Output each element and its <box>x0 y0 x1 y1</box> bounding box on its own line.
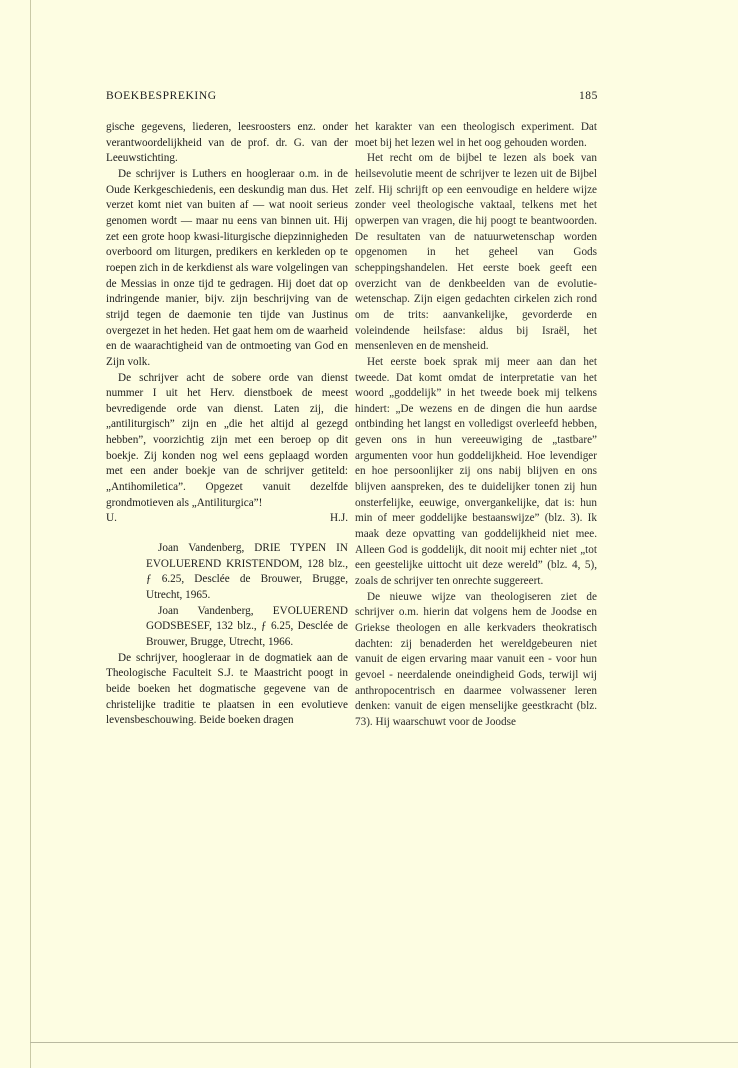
running-title: BOEKBESPREKING <box>106 90 217 102</box>
right-paragraph-1: het karakter van een theologisch experiment. Dat moet bij het lezen wel in het oog gehouden worden. <box>355 121 597 149</box>
book-review-entries <box>106 541 348 651</box>
right-paragraph-2: Het recht om de bijbel te lezen als boek van heilsevolutie meent de schrijver te lezen uit de Bijbel zelf. Hij schrijft op een eenvoudige en heldere wijze zonder veel theologische vaktaal, telkens met het opwerpen van vragen, die hij poogt te beantwoorden. De resultaten van de natuurwetenschap worden opgenomen in het geheel van Gods scheppingshandelen. Het eerste boek geeft een overzicht van de denkbeelden van de evolutie-wetenschap. Zijn eigen gedachten cirkelen zich rond om de trits: aanvankelijke, gevorderde en voleindende heilsfase: aldus bij Israël, het mensenleven en de mensheid. <box>355 152 597 353</box>
left-paragraph-3: De schrijver acht de sobere orde van dienst nummer I uit het Herv. dienstboek de meest bevredigende orde van dienst. Laten zij, die „antiliturgisch” zijn en „die het altijd al gezegd hebben”, voorzichtig zijn met een beroep op dit boekje. Zij konden nog wel eens geplaagd worden met een ander boekje van de schrijver getiteld: „Antihomiletica”. Opgezet vanuit dezelfde grondmotieven als „Antiliturgica”! <box>106 371 348 509</box>
left-paragraph-4: De schrijver, hoogleraar in de dogmatiek aan de Theologische Faculteit S.J. te Maastricht poogt in beide boeken het dogmatische gegevene van de christelijke traditie te plaatsen in een evolutieve levensbeschouwing. Beide boeken dragen <box>106 651 348 727</box>
right-paragraph-3: Het eerste boek sprak mij meer aan dan het tweede. Dat komt omdat de interpretatie van het woord „goddelijk” in het tweede boek mij telkens hindert: „De wezens en de dingen die hun aardse ontbinding het langst en volledigst overleefd hebben, geven ons in hun vereeuwiging de „tastbare” argumenten voor hun goddelijkheid. Hoe levendiger en hoe persoonlijker zij ons nabij blijven en ons blijven aanspreken, des te duidelijker tonen zij hun onsterfelijke, eeuwige, onvergankelijke, dat is: hun min of meer goddelijke bestaanswijze” (blz. 3). Ik maak deze opvatting van goddelijkheid niet mee. Alleen God is goddelijk, dit nooit mij echter niet „tot een geestelijke uittocht uit deze wereld” (blz. 4, 5), zoals de schrijver ten onrechte suggereert. <box>355 355 597 588</box>
scan-left-edge-line <box>30 0 31 1068</box>
signature-initial-left: U. <box>106 512 117 525</box>
right-column <box>355 120 597 731</box>
right-paragraph-4: De nieuwe wijze van theologiseren ziet de schrijver o.m. hierin dat volgens hem de Joodse en Griekse theologen en alle kerkvaders theokratisch dachten: zij benaderden het wereldgebeuren niet vanuit de eigen ervaring maar vanuit een - voor hun gevoel - neerdalende oneindigheid Gods, terwijl wij anthropocentrisch en daarmee volwassener leren denken: vanuit de eigen menselijke geestkracht (blz. 73). Hij waarschuwt voor de Joodse <box>355 590 597 728</box>
left-paragraph-1: gische gegevens, liederen, leesroosters enz. onder verantwoordelijkheid van de prof. dr. G. van der Leeuwstichting. <box>106 121 348 165</box>
signature-line <box>106 511 348 527</box>
review-entry-1: Joan Vandenberg, DRIE TYPEN IN EVOLUEREND KRISTENDOM, 128 blz., ƒ 6.25, Desclée de Brouwer, Brugge, Utrecht, 1965. <box>146 542 348 602</box>
page-number: 185 <box>578 90 598 102</box>
left-column <box>106 120 348 729</box>
review-entry-2: Joan Vandenberg, EVOLUEREND GODSBESEF, 132 blz., ƒ 6.25, Desclée de Brouwer, Brugge, Utrecht, 1966. <box>146 604 348 648</box>
signature-initial-right: H.J. <box>329 512 348 525</box>
left-paragraph-2: De schrijver is Luthers en hoogleraar o.m. in de Oude Kerkgeschiedenis, een deskundig man dus. Het verzet komt niet van buiten af — wat nooit serieus genomen wordt — maar nu eens van binnen uit. Hij zet een grote hoop kwasi-liturgische diepzinnigheden overboord om liturgen, predikers en kerkleden op te roepen zich in de kerkdienst als ware volgelingen van de Messias in onze tijd te gedragen. Hij doet dat op indringende manier, bijv. zijn beschrijving van de strijd tegen de daemonie ten tijde van Justinus overgezet in het heden. Het gaat hem om de waarheid en de waarachtigheid van de ontmoeting van God en Zijn volk. <box>106 167 348 368</box>
scan-bottom-edge-line <box>30 1042 738 1043</box>
